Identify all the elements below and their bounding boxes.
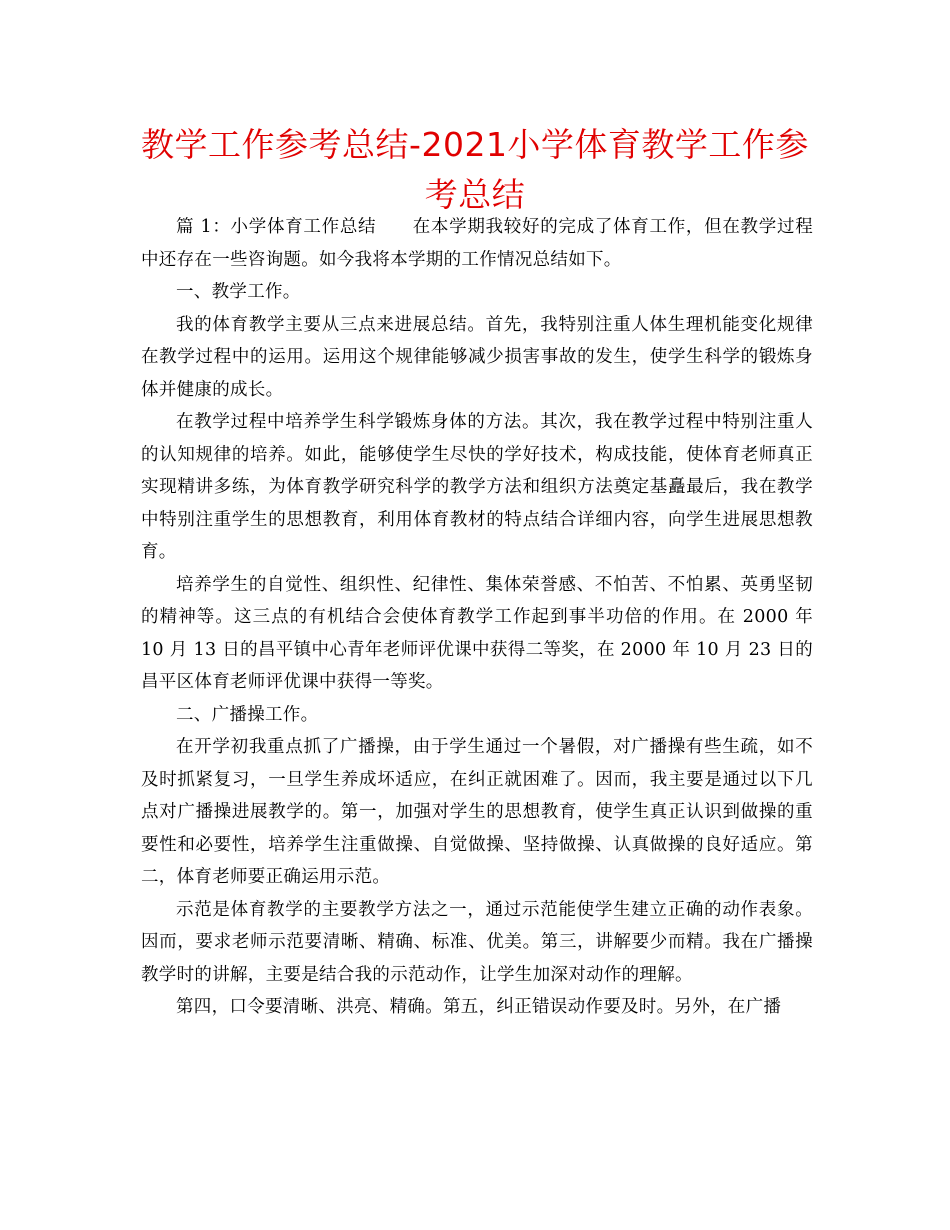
paragraph: 在教学过程中培养学生科学锻炼身体的方法。其次，我在教学过程中特别注重人的认知规律的培养。如此，能够使学生尽快的学好技术，构成技能，使体育老师真正实现精讲多练，为体育教学研究科学的教学方法和组织方法奠定基矗最后，我在教学中特别注重学生的思想教育，利用体育教材的特点结合详细内容，向学生进展思想教育。 — [141, 412, 813, 562]
paragraph: 第四，口令要清晰、洪亮、精确。第五，纠正错误动作要及时。另外，在广播 — [176, 997, 782, 1017]
paragraph: 培养学生的自觉性、组织性、纪律性、集体荣誉感、不怕苦、不怕累、英勇坚韧的精神等。这三点的有机结合会使体育教学工作起到事半功倍的作用。在 2000 年 10 月 13 日的昌平镇中心青年老师评优课中获得二等奖，在 2000 年 10 月 23 日的昌平区体育老师评优课中获得一等奖。 — [141, 574, 813, 692]
document-title: 教学工作参考总结-2021小学体育教学工作参考总结 — [141, 125, 809, 214]
paragraph-intro: 篇 1：小学体育工作总结 在本学期我较好的完成了体育工作，但在教学过程中还存在一些咨询题。如今我将本学期的工作情况总结如下。 — [141, 217, 813, 270]
paragraph: 示范是体育教学的主要教学方法之一，通过示范能使学生建立正确的动作表象。因而，要求老师示范要清晰、精确、标准、优美。第三，讲解要少而精。我在广播操教学时的讲解，主要是结合我的示范动作，让学生加深对动作的理解。 — [141, 899, 813, 985]
section-heading-broadcast-exercise: 二、广播操工作。 — [176, 704, 319, 725]
document-body — [141, 211, 813, 1024]
paragraph: 在开学初我重点抓了广播操，由于学生通过一个暑假，对广播操有些生疏，如不及时抓紧复习，一旦学生养成坏适应，在纠正就困难了。因而，我主要是通过以下几点对广播操进展教学的。第一，加强对学生的思想教育，使学生真正认识到做操的重要性和必要性，培养学生注重做操、自觉做操、坚持做操、认真做操的良好适应。第二，体育老师要正确运用示范。 — [141, 737, 813, 887]
section-heading-teaching: 一、教学工作。 — [176, 282, 301, 302]
paragraph: 我的体育教学主要从三点来进展总结。首先，我特别注重人体生理机能变化规律在教学过程中的运用。运用这个规律能够减少损害事故的发生，使学生科学的锻炼身体并健康的成长。 — [141, 314, 813, 400]
